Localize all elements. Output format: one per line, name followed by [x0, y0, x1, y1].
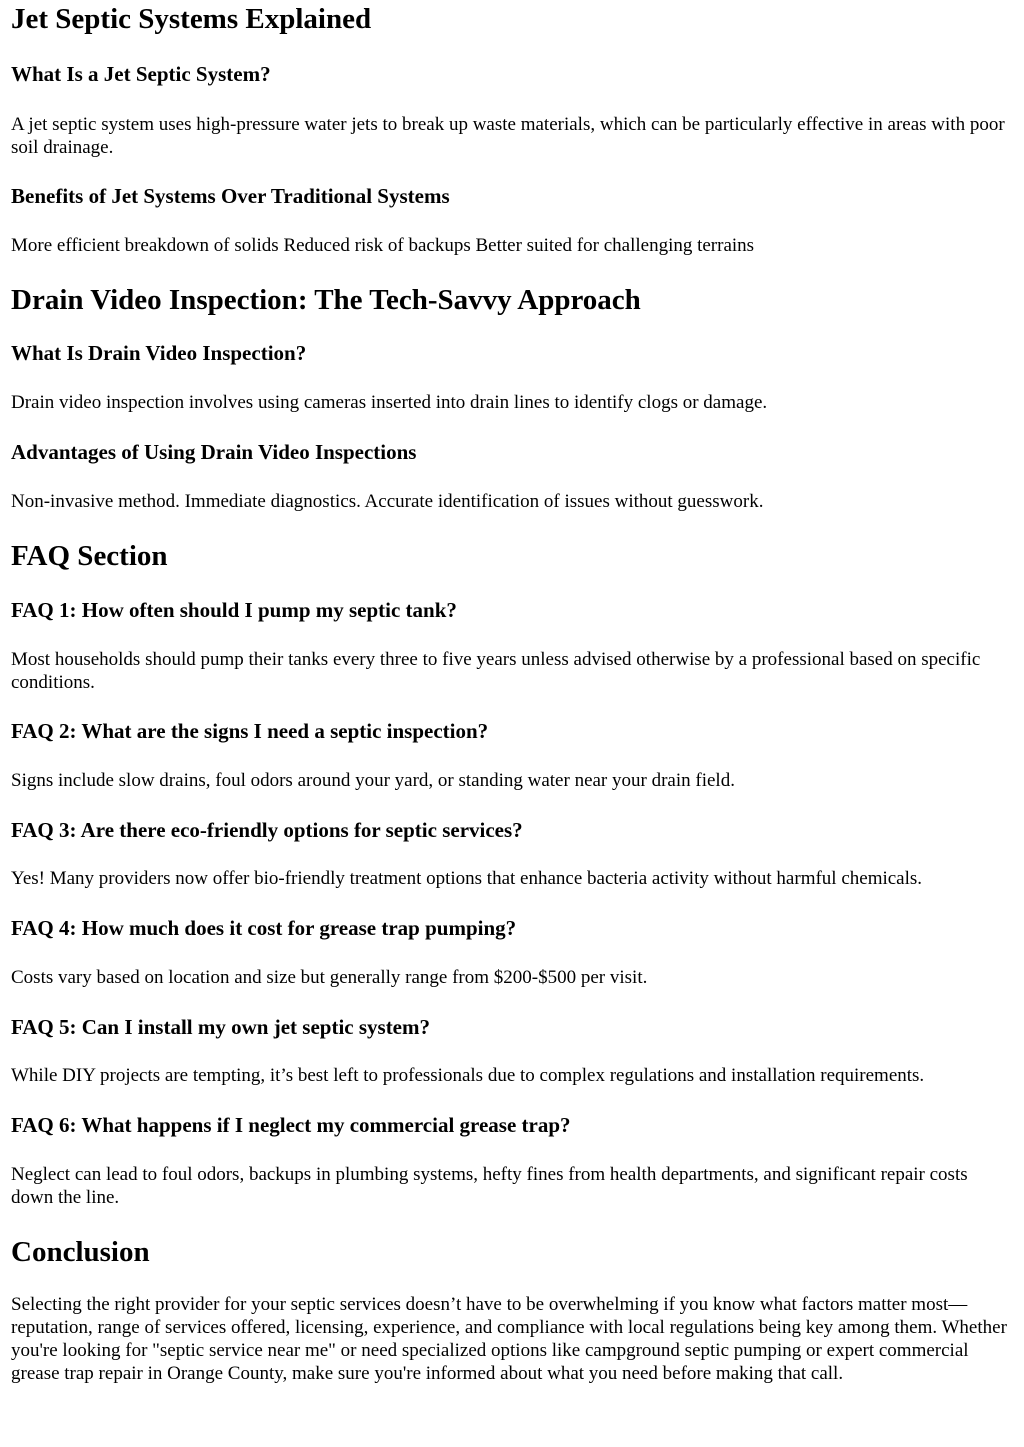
faq-answer-6: Neglect can lead to foul odors, backups in plumbing systems, hefty fines from health departments, and significant repair costs down the line.	[11, 1164, 968, 1208]
heading-what-is-drain: What Is Drain Video Inspection?	[11, 341, 307, 365]
faq-question-6: FAQ 6: What happens if I neglect my commercial grease trap?	[11, 1113, 571, 1137]
paragraph-what-is-drain: Drain video inspection involves using cameras inserted into drain lines to identify clogs or damage.	[11, 392, 768, 413]
faq-question-1: FAQ 1: How often should I pump my septic tank?	[11, 598, 457, 622]
section-title-conclusion: Conclusion	[11, 1236, 150, 1268]
faq-question-2: FAQ 2: What are the signs I need a septic inspection?	[11, 719, 489, 743]
article	[0, 1, 1024, 1385]
section-title-faq: FAQ Section	[11, 540, 168, 572]
section-title-jet: Jet Septic Systems Explained	[11, 3, 372, 35]
faq-answer-3: Yes! Many providers now offer bio-friendly treatment options that enhance bacteria activity without harmful chemicals.	[11, 868, 923, 889]
faq-answer-1: Most households should pump their tanks every three to five years unless advised otherwise by a professional based on specific conditions.	[11, 649, 981, 693]
faq-question-5: FAQ 5: Can I install my own jet septic system?	[11, 1015, 430, 1039]
faq-answer-4: Costs vary based on location and size but generally range from $200-$500 per visit.	[11, 967, 648, 988]
heading-what-is-jet: What Is a Jet Septic System?	[11, 62, 271, 86]
faq-answer-5: While DIY projects are tempting, it’s best left to professionals due to complex regulations and installation requirements.	[11, 1065, 925, 1086]
paragraph-what-is-jet: A jet septic system uses high-pressure water jets to break up waste materials, which can be particularly effective in areas with poor soil drainage.	[11, 114, 1005, 158]
paragraph-benefits-jet: More efficient breakdown of solids Reduced risk of backups Better suited for challenging terrains	[11, 235, 755, 256]
faq-answer-2: Signs include slow drains, foul odors around your yard, or standing water near your drain field.	[11, 770, 735, 791]
faq-question-3: FAQ 3: Are there eco-friendly options for septic services?	[11, 818, 523, 842]
faq-question-4: FAQ 4: How much does it cost for grease trap pumping?	[11, 916, 517, 940]
heading-benefits-jet: Benefits of Jet Systems Over Traditional Systems	[11, 184, 450, 208]
paragraph-conclusion: Selecting the right provider for your septic services doesn’t have to be overwhelming if you know what factors matter most—reputation, range of services offered, licensing, experience, and compliance with local regulations being key among them. Whether you're looking for "septic service near me" or need specialized options like campground septic pumping or expert commercial grease trap repair in Orange County, make sure you're informed about what you need before making that call.	[11, 1294, 1007, 1384]
heading-advantages-drain: Advantages of Using Drain Video Inspections	[11, 440, 417, 464]
section-title-drain: Drain Video Inspection: The Tech-Savvy Approach	[11, 284, 641, 316]
paragraph-advantages-drain: Non-invasive method. Immediate diagnostics. Accurate identification of issues without guesswork.	[11, 491, 764, 512]
